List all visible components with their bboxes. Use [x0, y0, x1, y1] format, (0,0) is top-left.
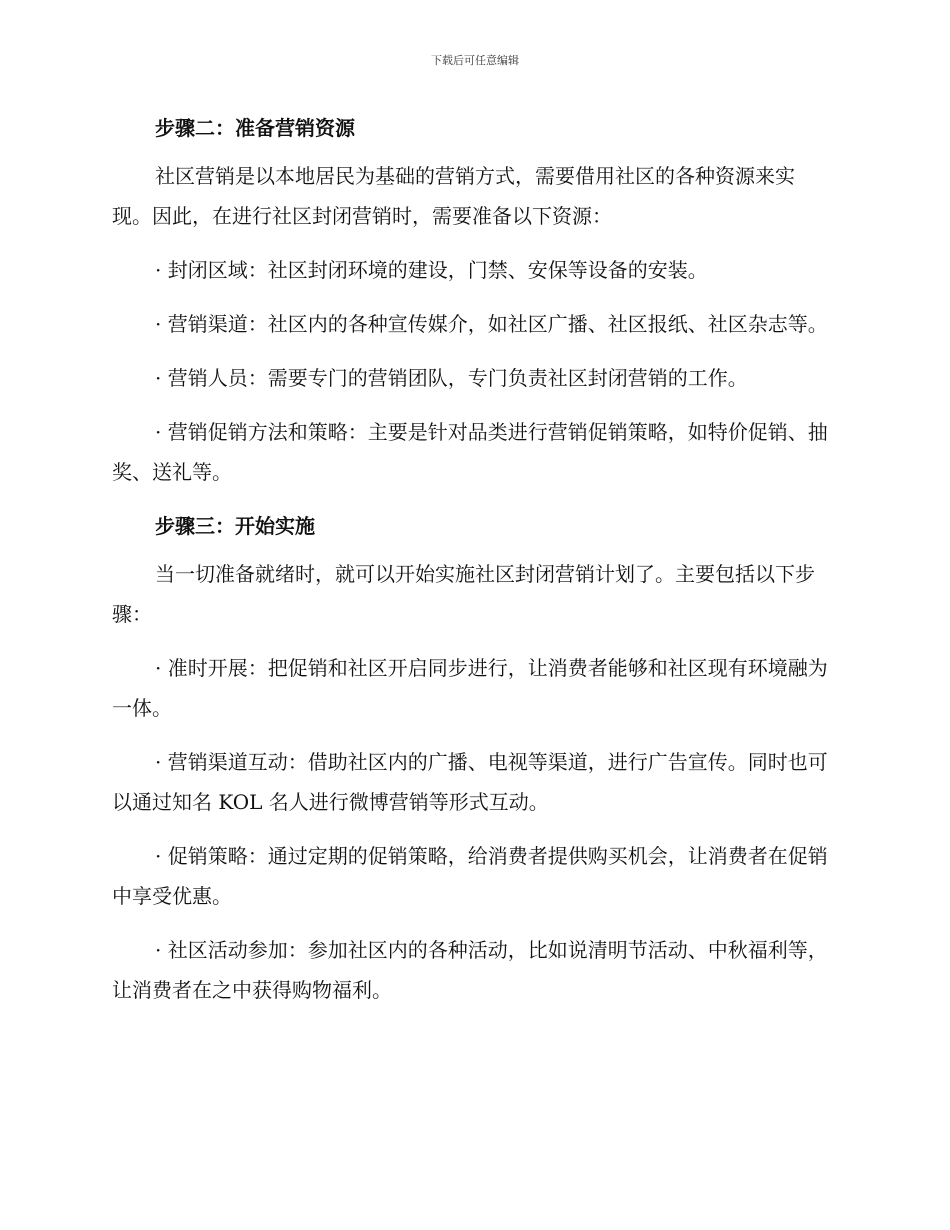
- list-item: · 营销渠道：社区内的各种宣传媒介，如社区广播、社区报纸、社区杂志等。: [155, 312, 828, 336]
- list-item: · 准时开展：把促销和社区开启同步进行，让消费者能够和社区现有环境融为一体。: [112, 656, 828, 720]
- list-item: · 促销策略：通过定期的促销策略，给消费者提供购买机会，让消费者在促销中享受优惠。: [112, 844, 828, 908]
- list-item: · 封闭区域：社区封闭环境的建设，门禁、安保等设备的安装。: [155, 258, 708, 282]
- section-intro-step-3: 当一切准备就绪时，就可以开始实施社区封闭营销计划了。主要包括以下步骤：: [112, 562, 815, 626]
- list-item: · 营销渠道互动：借助社区内的广播、电视等渠道，进行广告宣传。同时也可以通过知名 KOL 名人进行微博营销等形式互动。: [112, 750, 828, 814]
- document-body: [112, 110, 828, 1010]
- section-heading-step-2: 步骤二：准备营销资源: [155, 116, 355, 140]
- header-note: 下载后可任意编辑: [431, 54, 519, 67]
- list-item: · 营销促销方法和策略：主要是针对品类进行营销促销策略，如特价促销、抽奖、送礼等。: [112, 420, 828, 484]
- list-item: · 社区活动参加：参加社区内的各种活动，比如说清明节活动、中秋福利等，让消费者在之中获得购物福利。: [112, 938, 828, 1002]
- section-heading-step-3: 步骤三：开始实施: [155, 514, 315, 538]
- section-intro-step-2: 社区营销是以本地居民为基础的营销方式，需要借用社区的各种资源来实现。因此，在进行社区封闭营销时，需要准备以下资源：: [112, 164, 795, 228]
- list-item: · 营销人员：需要专门的营销团队，专门负责社区封闭营销的工作。: [155, 366, 748, 390]
